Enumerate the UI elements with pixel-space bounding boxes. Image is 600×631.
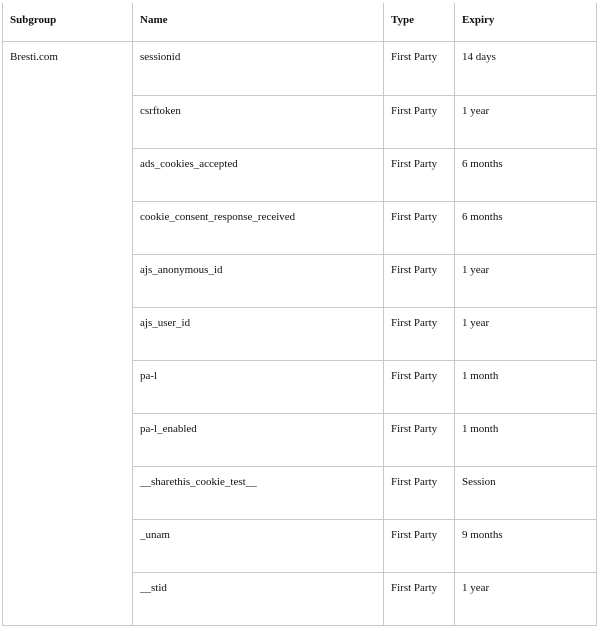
cookie-expiry: 1 month [455, 361, 597, 414]
cookie-type: First Party [384, 308, 455, 361]
cookie-name: ajs_anonymous_id [133, 255, 384, 308]
cookie-name: sessionid [133, 42, 384, 96]
cookie-name: _unam [133, 520, 384, 573]
cookie-type: First Party [384, 361, 455, 414]
cookie-expiry: 1 year [455, 255, 597, 308]
table-row [3, 42, 597, 96]
cookie-name: pa-l_enabled [133, 414, 384, 467]
cookie-type: First Party [384, 255, 455, 308]
cookie-expiry: 1 year [455, 308, 597, 361]
top-clip-strip [0, 0, 600, 3]
cookie-expiry: 1 year [455, 96, 597, 149]
cookie-name: __stid [133, 573, 384, 626]
header-type: Type [384, 0, 455, 42]
cookie-expiry: 9 months [455, 520, 597, 573]
header-name: Name [133, 0, 384, 42]
cookie-type: First Party [384, 42, 455, 96]
header-subgroup: Subgroup [3, 0, 133, 42]
subgroup-cell: Bresti.com [3, 42, 133, 626]
cookie-type: First Party [384, 414, 455, 467]
cookie-type: First Party [384, 149, 455, 202]
header-expiry: Expiry [455, 0, 597, 42]
cookie-name: ajs_user_id [133, 308, 384, 361]
cookie-expiry: 6 months [455, 149, 597, 202]
cookie-type: First Party [384, 467, 455, 520]
cookie-type: First Party [384, 202, 455, 255]
cookie-expiry: 1 month [455, 414, 597, 467]
cookie-expiry: Session [455, 467, 597, 520]
cookie-type: First Party [384, 520, 455, 573]
cookie-type: First Party [384, 96, 455, 149]
cookie-type: First Party [384, 573, 455, 626]
cookie-name: cookie_consent_response_received [133, 202, 384, 255]
cookie-name: pa-l [133, 361, 384, 414]
cookie-expiry: 14 days [455, 42, 597, 96]
table-header-row [3, 0, 597, 42]
cookie-expiry: 1 year [455, 573, 597, 626]
cookie-name: ads_cookies_accepted [133, 149, 384, 202]
cookie-expiry: 6 months [455, 202, 597, 255]
cookie-table [2, 0, 597, 626]
cookie-name: csrftoken [133, 96, 384, 149]
cookie-name: __sharethis_cookie_test__ [133, 467, 384, 520]
